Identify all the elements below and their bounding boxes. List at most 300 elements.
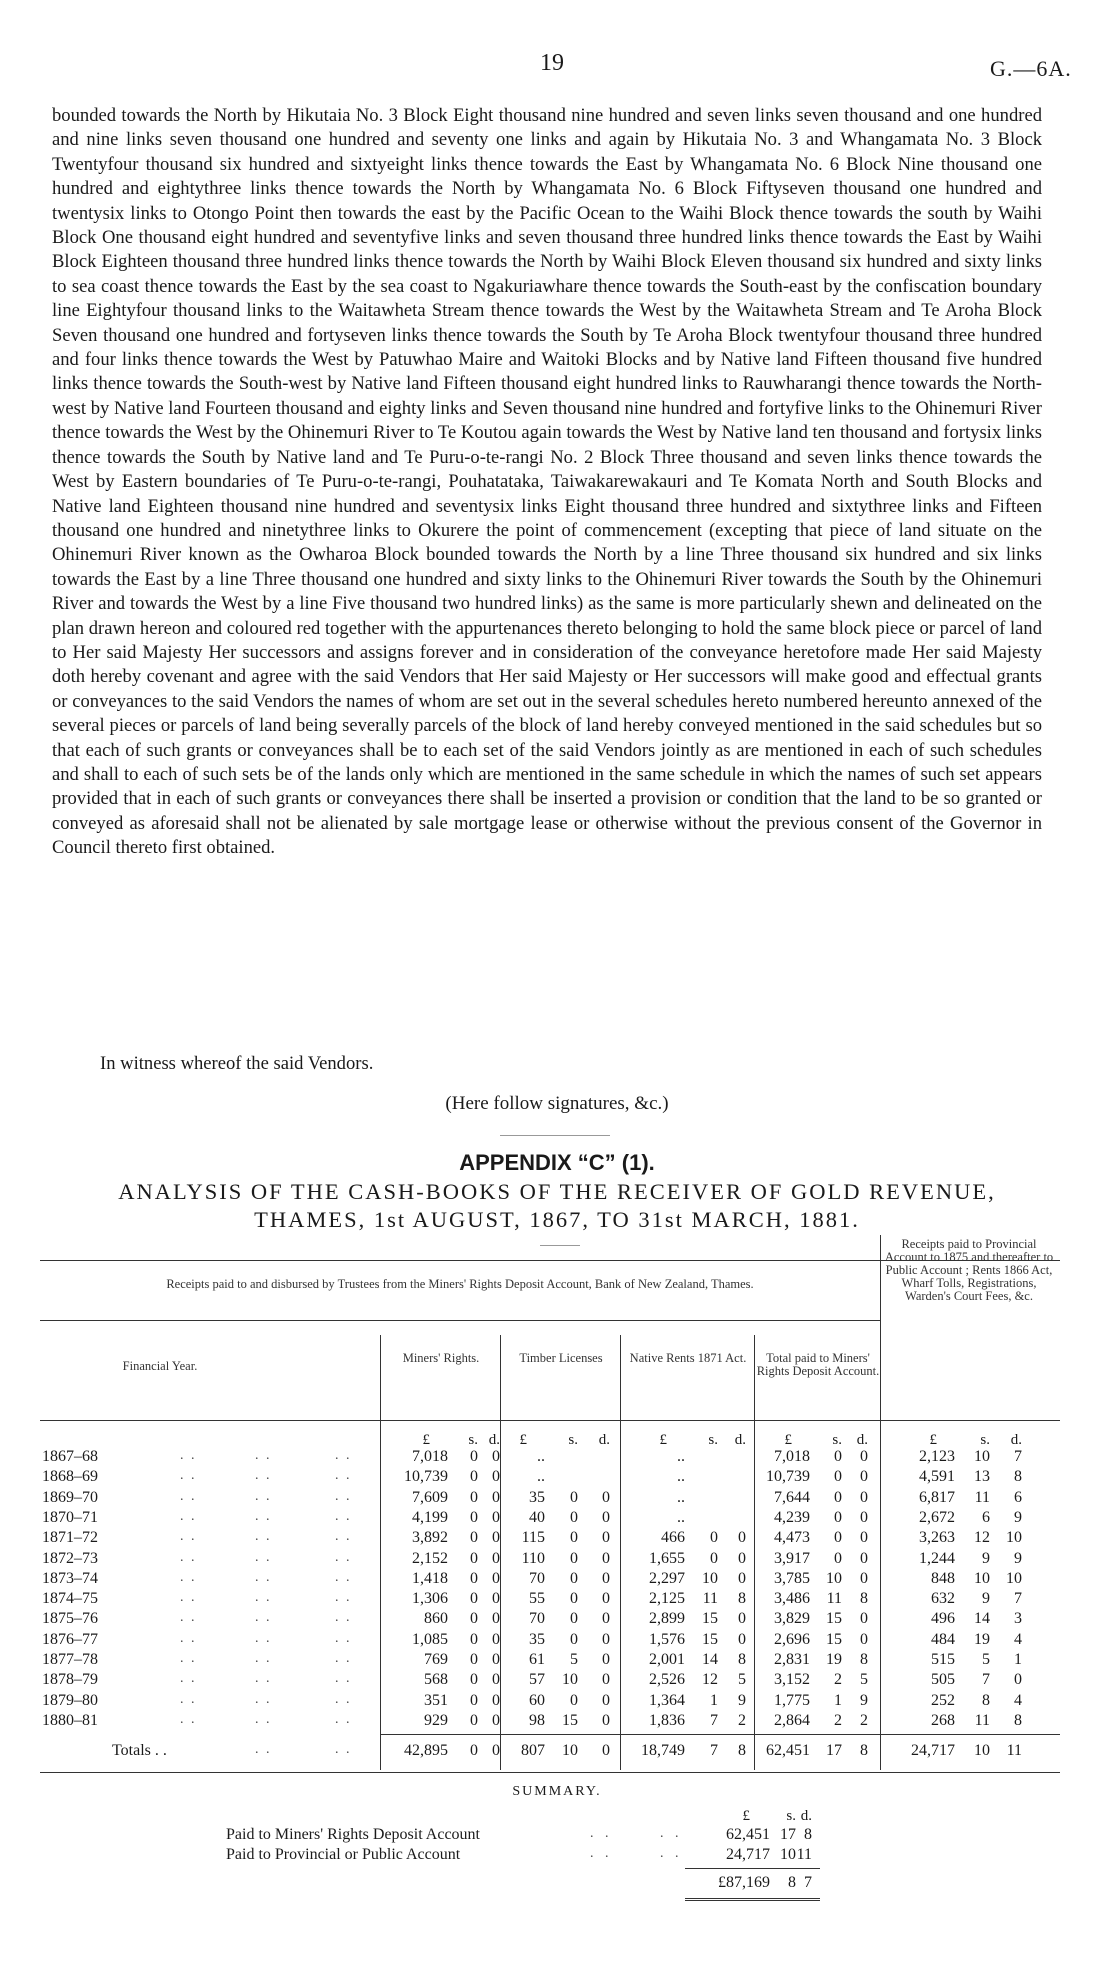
total-pence: 0 (860, 1549, 868, 1567)
leader-dots: . . (255, 1651, 272, 1666)
leader-dots: . . (255, 1590, 272, 1606)
unit-pence: d. (856, 1432, 868, 1448)
unit-pounds: £ (784, 1432, 792, 1448)
native-pence: 0 (738, 1569, 746, 1587)
provincial-pence: 9 (1014, 1549, 1022, 1567)
provincial-pounds: 2,123 (919, 1448, 955, 1465)
unit-pence: d. (734, 1432, 746, 1448)
native-pounds: 1,836 (649, 1711, 685, 1729)
provincial-pence: 8 (1014, 1468, 1022, 1486)
leader-dots: . . (335, 1691, 352, 1707)
miners-pounds: 1,418 (412, 1569, 448, 1587)
provincial-pence: 4 (1014, 1630, 1022, 1648)
total-pounds: 2,696 (774, 1630, 810, 1648)
provincial-pence: 0 (1014, 1671, 1022, 1689)
native-pounds: 1,576 (649, 1630, 685, 1648)
divider (540, 1245, 580, 1246)
appendix-subtitle-line-1: ANALYSIS OF THE CASH-BOOKS OF THE RECEIVER OF GOLD REVENUE, (118, 1179, 996, 1204)
native-pounds: 466 (661, 1529, 685, 1547)
total-pence: 0 (860, 1630, 868, 1648)
financial-year: 1876–77 (42, 1630, 98, 1648)
miners-shillings: 0 (470, 1549, 478, 1567)
total-total-pounds: 62,451 (766, 1742, 810, 1759)
miners-pounds: 1,085 (412, 1630, 448, 1648)
provincial-shillings: 8 (982, 1691, 990, 1709)
timber-shillings: 10 (562, 1671, 578, 1689)
timber-pounds: 55 (529, 1590, 545, 1608)
summary-pence: 8 (804, 1826, 812, 1843)
total-shillings: 2 (834, 1711, 842, 1729)
total-native-pounds: 18,749 (641, 1742, 685, 1759)
provincial-shillings: 11 (974, 1711, 990, 1729)
summary-total-pounds: £87,169 (718, 1874, 770, 1891)
financial-year: 1872–73 (42, 1549, 98, 1567)
leader-dots: . . (255, 1671, 272, 1687)
provincial-pence: 9 (1014, 1508, 1022, 1526)
financial-year: 1870–71 (42, 1508, 98, 1526)
total-total-shillings: 17 (826, 1742, 842, 1759)
summary-total-shillings: 8 (788, 1874, 796, 1891)
total-native-shillings: 7 (710, 1742, 718, 1759)
miners-pence: 0 (492, 1711, 500, 1729)
total-timber-shillings: 10 (562, 1742, 578, 1759)
deed-paragraph: bounded towards the North by Hikutaia No. 3 Block Eight thousand nine hundred and seven links seven thousand and one hundred and nine links seven thousand one hundred and seventy one links and again by Hikutaia No. 3 and Whangamata No. 3 Block Twentyfour thousand six hundred and sixtyeight links thence towards the East by Whangamata No. 6 Block Nine thousand one hundred and eightythree links thence towards the North by Whangamata No. 6 Block Fiftyseven thousand one hundred and twentysix links to Otongo Point then towards the east by the Pacific Ocean to the Waihi Block thence towards the south by Waihi Block One thousand eight hundred and seventyfive links and seven thousand three hundred links thence towards the East by Waihi Block Eighteen thousand three hundred links thence towards the North by Waihi Block Eleven thousand six hundred and sixty links to sea coast thence towards the East by the sea coast to Ngakuriawhare thence towards the South-east by the confiscation boundary line Eightyfour thousand links to the Waitawheta Stream thence towards the West by the Waitawheta Stream and Te Aroha Block Seven thousand one hundred and fortyseven links thence towards the South by Te Aroha Block twentyfour thousand three hundred and four links thence towards the West by Patuwhao Maire and Waitoki Blocks and by Native land Fifteen thousand five hundred links thence towards the South-west by Native land Fifteen thousand eight hundred links to Rauwharangi thence towards the North-west by Native land Fourteen thousand and eighty links and Seven thousand nine hundred and fortyfive links to the Ohinemuri River thence towards the West by the Ohinemuri River to Te Koutou again towards the West by Native land ten thousand and fortysix links thence towards the South by Native land and Te Puru-o-te-rangi No. 2 Block Three thousand and seven links thence towards the West by Eastern boundaries of Te Puru-o-te-rangi, Pouhatataka, Taiwakarewakauri and Te Komata North and South Blocks and Native land Eighteen thousand nine hundred and seventysix links Eight thousand three hundred and sixtythree links and Fifteen thousand one hundred and ninetythree links to Okurere the point of commencement (excepting that piece of land situate on the Ohinemuri River known as the Owharoa Block bounded towards the North by a line Three thousand six hundred and six links towards the East by a line Three thousand one hundred and sixty links to the Ohinemuri River towards the South by the Ohinemuri River and towards the West by a line Five thousand two hundred links) as the same is more particularly shewn and delineated on the plan drawn hereon and coloured red together with the appurtenances thereto belonging to hold the same block piece or parcel of land to Her said Majesty Her successors and assigns forever and in consideration of the conveyance heretofore made Her said Majesty doth hereby covenant and agree with the said Vendors that Her said Majesty or Her successors will make good and effectual grants or conveyances to the said Vendors the names of whom are set out in the several schedules hereto numbered hereunto annexed of the several pieces or parcels of land being severally parcels of the block of land hereby conveyed mentioned in the said schedules but so that each of such grants or conveyances shall be to each set of the said Vendors jointly as are mentioned in each of such schedules and shall to each of such sets be of the lands only which are mentioned in the same schedule in which the names of such set appears provided that in each of such grants or conveyances there shall be inserted a provision or condition that the land to be so granted or conveyed as aforesaid shall not be alienated by sale mortgage lease or otherwise without the previous consent of the Governor in Council thereto first obtained. (52, 105, 1042, 859)
total-shillings: 15 (826, 1610, 842, 1628)
financial-year: 1867–68 (42, 1448, 98, 1465)
total-pence: 0 (860, 1488, 868, 1506)
timber-pence: 0 (602, 1590, 610, 1608)
total-pence: 2 (860, 1711, 868, 1729)
leader-dots: . . (255, 1448, 272, 1463)
leader-dots: . . (180, 1630, 197, 1646)
financial-year: 1879–80 (42, 1691, 98, 1709)
summary-pounds: 62,451 (726, 1826, 770, 1843)
leader-dots: . . (255, 1742, 272, 1757)
provincial-pence: 3 (1014, 1610, 1022, 1628)
provincial-shillings: 14 (974, 1610, 990, 1628)
total-pounds: 7,644 (774, 1488, 810, 1506)
total-pounds: 3,917 (774, 1549, 810, 1567)
miners-pounds: 929 (424, 1711, 448, 1729)
financial-year: 1874–75 (42, 1590, 98, 1608)
unit-shillings: s. (568, 1432, 578, 1448)
timber-pounds: 57 (529, 1671, 545, 1689)
timber-shillings: 0 (570, 1691, 578, 1709)
leader-dots: . . (255, 1711, 272, 1727)
miners-pence: 0 (492, 1529, 500, 1547)
native-shillings: 10 (702, 1569, 718, 1587)
col-header-miners: Miners' Rights. (402, 1351, 480, 1365)
unit-shillings: s. (708, 1432, 718, 1448)
unit-pounds: £ (659, 1432, 667, 1448)
total-shillings: 0 (834, 1529, 842, 1547)
signatures-note: (Here follow signatures, &c.) (445, 1093, 669, 1114)
provincial-pounds: 505 (931, 1671, 955, 1689)
miners-pounds: 860 (424, 1610, 448, 1628)
provincial-shillings: 9 (982, 1549, 990, 1567)
miners-pounds: 769 (424, 1651, 448, 1668)
leader-dots: . . (335, 1529, 352, 1545)
timber-pence: 0 (602, 1691, 610, 1709)
timber-pounds: 60 (529, 1691, 545, 1709)
miners-shillings: 0 (470, 1610, 478, 1628)
total-native-pence: 8 (738, 1742, 746, 1759)
total-pounds: 10,739 (766, 1468, 810, 1486)
leader-dots: . . (180, 1651, 197, 1666)
miners-shillings: 0 (470, 1468, 478, 1486)
miners-shillings: 0 (470, 1529, 478, 1547)
provincial-pounds: 4,591 (919, 1468, 955, 1486)
leader-dots: . . (335, 1448, 352, 1463)
leader-dots: . . (335, 1651, 352, 1666)
leader-dots: . . (335, 1742, 352, 1757)
native-pence: 2 (738, 1711, 746, 1729)
leader-dots: . . (180, 1448, 197, 1463)
total-shillings: 15 (826, 1630, 842, 1648)
financial-year: 1878–79 (42, 1671, 98, 1689)
timber-pounds: 115 (521, 1529, 545, 1547)
provincial-pence: 4 (1014, 1691, 1022, 1709)
native-pence: 8 (738, 1651, 746, 1668)
native-shillings: 7 (710, 1711, 718, 1729)
total-pence: 0 (860, 1529, 868, 1547)
miners-shillings: 0 (470, 1590, 478, 1608)
column-divider (380, 1335, 381, 1770)
financial-year: 1880–81 (42, 1711, 98, 1729)
miners-pounds: 568 (424, 1671, 448, 1689)
provincial-pence: 6 (1014, 1488, 1022, 1506)
total-pence: 9 (860, 1691, 868, 1709)
timber-pence: 0 (602, 1569, 610, 1587)
miners-pounds: 10,739 (404, 1468, 448, 1486)
leader-dots: . . (180, 1590, 197, 1606)
native-pence: 0 (738, 1529, 746, 1547)
total-pence: 0 (860, 1448, 868, 1465)
provincial-shillings: 10 (974, 1448, 990, 1465)
total-pounds: 3,152 (774, 1671, 810, 1689)
timber-pence: 0 (602, 1610, 610, 1628)
native-pounds: .. (677, 1448, 685, 1465)
timber-shillings: 0 (570, 1508, 578, 1526)
provincial-pounds: 268 (931, 1711, 955, 1729)
miners-shillings: 0 (470, 1448, 478, 1465)
leader-dots: . . (180, 1691, 197, 1707)
col-header-native: Native Rents 1871 Act. (629, 1351, 747, 1365)
miners-shillings: 0 (470, 1488, 478, 1506)
timber-shillings: 0 (570, 1610, 578, 1628)
column-divider (754, 1335, 755, 1770)
leader-dots: . . (180, 1671, 197, 1687)
timber-pence: 0 (602, 1711, 610, 1729)
total-shillings: 0 (834, 1549, 842, 1567)
miners-shillings: 0 (470, 1569, 478, 1587)
provincial-pence: 1 (1014, 1651, 1022, 1668)
total-total-pence: 8 (860, 1742, 868, 1759)
timber-pounds: 35 (529, 1630, 545, 1648)
unit-pence: d. (1010, 1432, 1022, 1448)
timber-pence: 0 (602, 1671, 610, 1689)
provincial-pence: 10 (1006, 1569, 1022, 1587)
timber-pounds: 61 (529, 1651, 545, 1668)
provincial-pounds: 848 (931, 1569, 955, 1587)
leader-dots: . . (255, 1630, 272, 1646)
total-miners-pounds: 42,895 (404, 1742, 448, 1759)
total-shillings: 0 (834, 1448, 842, 1465)
summary-unit-pence: d. (800, 1808, 812, 1824)
unit-pounds: £ (929, 1432, 937, 1448)
financial-year: 1871–72 (42, 1529, 98, 1547)
leader-dots: . . (255, 1691, 272, 1707)
total-pounds: 7,018 (774, 1448, 810, 1465)
provincial-shillings: 6 (982, 1508, 990, 1526)
summary-unit-pounds: £ (742, 1808, 750, 1824)
col-header-timber: Timber Licenses (519, 1351, 603, 1365)
financial-year: 1877–78 (42, 1651, 98, 1668)
miners-shillings: 0 (470, 1630, 478, 1648)
total-timber-pence: 0 (602, 1742, 610, 1759)
timber-pounds: 98 (529, 1711, 545, 1729)
native-pounds: .. (677, 1488, 685, 1506)
provincial-pounds: 515 (931, 1651, 955, 1668)
leader-dots: . . (180, 1508, 197, 1524)
timber-pounds: 70 (529, 1569, 545, 1587)
timber-pence: 0 (602, 1651, 610, 1668)
summary-title: SUMMARY. (512, 1784, 602, 1799)
total-provincial-pence: 11 (1006, 1742, 1022, 1759)
totals-rule (380, 1734, 1060, 1735)
divider (500, 1135, 610, 1136)
timber-pence: 0 (602, 1529, 610, 1547)
miners-pounds: 4,199 (412, 1508, 448, 1526)
provincial-pounds: 3,263 (919, 1529, 955, 1547)
miners-pence: 0 (492, 1569, 500, 1587)
native-pounds: 2,526 (649, 1671, 685, 1689)
appendix-subtitle (0, 1178, 1114, 1234)
native-pence: 8 (738, 1590, 746, 1608)
total-shillings: 10 (826, 1569, 842, 1587)
leader-dots: . . (180, 1468, 197, 1484)
total-pence: 8 (860, 1590, 868, 1608)
summary-pence: 11 (796, 1846, 812, 1863)
timber-shillings: 15 (562, 1711, 578, 1729)
leader-dots: . . (180, 1610, 197, 1626)
provincial-pence: 7 (1014, 1448, 1022, 1465)
leader-dots: . . (590, 1826, 613, 1841)
summary-double-rule (685, 1898, 820, 1901)
provincial-pounds: 632 (931, 1590, 955, 1608)
unit-pounds: £ (422, 1432, 430, 1448)
total-pence: 0 (860, 1610, 868, 1628)
witness-line: In witness whereof the said Vendors. (100, 1053, 374, 1074)
native-pence: 9 (738, 1691, 746, 1709)
unit-pence: d. (598, 1432, 610, 1448)
leader-dots: . . (335, 1630, 352, 1646)
timber-shillings: 0 (570, 1569, 578, 1587)
timber-pounds: .. (537, 1448, 545, 1465)
total-pounds: 4,239 (774, 1508, 810, 1526)
leader-dots: . . (335, 1590, 352, 1606)
leader-dots: . . (335, 1508, 352, 1524)
miners-pounds: 1,306 (412, 1590, 448, 1608)
col-header-provincial: Receipts paid to Provincial Account to 1875 and thereafter to Public Account ; Rents 1866 Act, Wharf Tolls, Registrations, Warden's Court Fees, &c. (884, 1237, 1054, 1303)
column-header-rule (40, 1420, 1060, 1421)
total-pounds: 3,486 (774, 1590, 810, 1608)
total-pounds: 4,473 (774, 1529, 810, 1547)
provincial-pounds: 6,817 (919, 1488, 955, 1506)
total-shillings: 2 (834, 1671, 842, 1689)
miners-pence: 0 (492, 1590, 500, 1608)
summary-pounds: 24,717 (726, 1846, 770, 1863)
miners-pence: 0 (492, 1549, 500, 1567)
native-shillings: 15 (702, 1610, 718, 1628)
native-pence: 5 (738, 1671, 746, 1689)
timber-pounds: 70 (529, 1610, 545, 1628)
provincial-pounds: 1,244 (919, 1549, 955, 1567)
native-shillings: 15 (702, 1630, 718, 1648)
provincial-pounds: 252 (931, 1691, 955, 1709)
table-top-rule (40, 1260, 1060, 1261)
leader-dots: . . (180, 1569, 197, 1585)
total-pounds: 2,831 (774, 1651, 810, 1668)
miners-pounds: 7,018 (412, 1448, 448, 1465)
miners-pence: 0 (492, 1630, 500, 1648)
col-header-year: Financial Year. (122, 1359, 198, 1373)
provincial-pence: 8 (1014, 1711, 1022, 1729)
summary-total-pence: 7 (804, 1874, 812, 1891)
timber-pounds: 40 (529, 1508, 545, 1526)
provincial-shillings: 7 (982, 1671, 990, 1689)
unit-shillings: s. (468, 1432, 478, 1448)
leader-dots: . . (660, 1826, 683, 1841)
timber-shillings: 5 (570, 1651, 578, 1668)
timber-pounds: 35 (529, 1488, 545, 1506)
summary-shillings: 10 (780, 1846, 796, 1863)
provincial-pence: 10 (1006, 1529, 1022, 1547)
total-pounds: 1,775 (774, 1691, 810, 1709)
group-header: Receipts paid to and disbursed by Trustees from the Miners' Rights Deposit Account, Bank of New Zealand, Thames. (166, 1277, 754, 1291)
provincial-shillings: 10 (974, 1569, 990, 1587)
totals-label: Totals . . (112, 1742, 167, 1759)
provincial-shillings: 13 (974, 1468, 990, 1486)
unit-pounds: £ (519, 1432, 527, 1448)
unit-shillings: s. (832, 1432, 842, 1448)
miners-pounds: 351 (424, 1691, 448, 1709)
total-pence: 8 (860, 1651, 868, 1668)
total-timber-pounds: 807 (521, 1742, 545, 1759)
miners-pence: 0 (492, 1671, 500, 1689)
native-shillings: 0 (710, 1549, 718, 1567)
leader-dots: . . (335, 1671, 352, 1687)
total-pence: 0 (860, 1569, 868, 1587)
native-pence: 0 (738, 1610, 746, 1628)
leader-dots: . . (255, 1610, 272, 1626)
column-divider (500, 1335, 501, 1770)
native-pounds: 2,297 (649, 1569, 685, 1587)
provincial-shillings: 9 (982, 1590, 990, 1608)
provincial-pounds: 2,672 (919, 1508, 955, 1526)
total-pence: 0 (860, 1468, 868, 1486)
native-pounds: 1,655 (649, 1549, 685, 1567)
provincial-shillings: 5 (982, 1651, 990, 1668)
native-pounds: .. (677, 1468, 685, 1486)
total-pence: 5 (860, 1671, 868, 1689)
miners-pounds: 2,152 (412, 1549, 448, 1567)
total-provincial-pounds: 24,717 (911, 1742, 955, 1759)
provincial-pounds: 496 (931, 1610, 955, 1628)
appendix-title: APPENDIX “C” (1). (459, 1150, 655, 1175)
unit-pence: d. (488, 1432, 500, 1448)
timber-shillings: 0 (570, 1630, 578, 1648)
total-shillings: 11 (826, 1590, 842, 1608)
provincial-pence: 7 (1014, 1590, 1022, 1608)
leader-dots: . . (180, 1711, 197, 1727)
summary-rule (685, 1868, 820, 1869)
native-shillings: 11 (702, 1590, 718, 1608)
timber-pence: 0 (602, 1488, 610, 1506)
page-number: 19 (540, 50, 564, 76)
native-shillings: 0 (710, 1529, 718, 1547)
leader-dots: . . (335, 1468, 352, 1484)
leader-dots: . . (255, 1468, 272, 1484)
total-provincial-shillings: 10 (974, 1742, 990, 1759)
miners-pounds: 3,892 (412, 1529, 448, 1547)
summary-row-label: Paid to Provincial or Public Account (226, 1846, 461, 1863)
native-pounds: 2,899 (649, 1610, 685, 1628)
miners-pence: 0 (492, 1691, 500, 1709)
column-divider (620, 1335, 621, 1770)
leader-dots: . . (180, 1488, 197, 1504)
summary-unit-shillings: s. (786, 1808, 796, 1824)
miners-shillings: 0 (470, 1671, 478, 1689)
appendix-subtitle-line-2: THAMES, 1st AUGUST, 1867, TO 31st MARCH, 1881. (254, 1207, 860, 1232)
provincial-pounds: 484 (931, 1630, 955, 1648)
provincial-shillings: 12 (974, 1529, 990, 1547)
total-shillings: 0 (834, 1488, 842, 1506)
timber-pence: 0 (602, 1549, 610, 1567)
leader-dots: . . (335, 1488, 352, 1504)
financial-year: 1869–70 (42, 1488, 98, 1506)
timber-pence: 0 (602, 1630, 610, 1648)
leader-dots: . . (335, 1549, 352, 1565)
leader-dots: . . (255, 1488, 272, 1504)
timber-pounds: 110 (521, 1549, 545, 1567)
native-shillings: 1 (710, 1691, 718, 1709)
table-bottom-rule (40, 1772, 1060, 1773)
miners-shillings: 0 (470, 1651, 478, 1668)
leader-dots: . . (660, 1846, 683, 1861)
total-shillings: 0 (834, 1468, 842, 1486)
miners-shillings: 0 (470, 1691, 478, 1709)
total-pounds: 2,864 (774, 1711, 810, 1729)
timber-shillings: 0 (570, 1590, 578, 1608)
miners-pence: 0 (492, 1448, 500, 1465)
leader-dots: . . (255, 1508, 272, 1524)
unit-shillings: s. (980, 1432, 990, 1448)
group-header-rule (40, 1320, 880, 1321)
native-shillings: 14 (702, 1651, 718, 1668)
native-pounds: 2,125 (649, 1590, 685, 1608)
financial-year: 1875–76 (42, 1610, 98, 1628)
native-shillings: 12 (702, 1671, 718, 1689)
provincial-shillings: 19 (974, 1630, 990, 1648)
col-header-total: Total paid to Miners' Rights Deposit Account. (756, 1351, 880, 1378)
miners-shillings: 0 (470, 1508, 478, 1526)
leader-dots: . . (590, 1846, 613, 1861)
miners-pounds: 7,609 (412, 1488, 448, 1506)
leader-dots: . . (255, 1529, 272, 1545)
leader-dots: . . (255, 1569, 272, 1585)
miners-pence: 0 (492, 1468, 500, 1486)
